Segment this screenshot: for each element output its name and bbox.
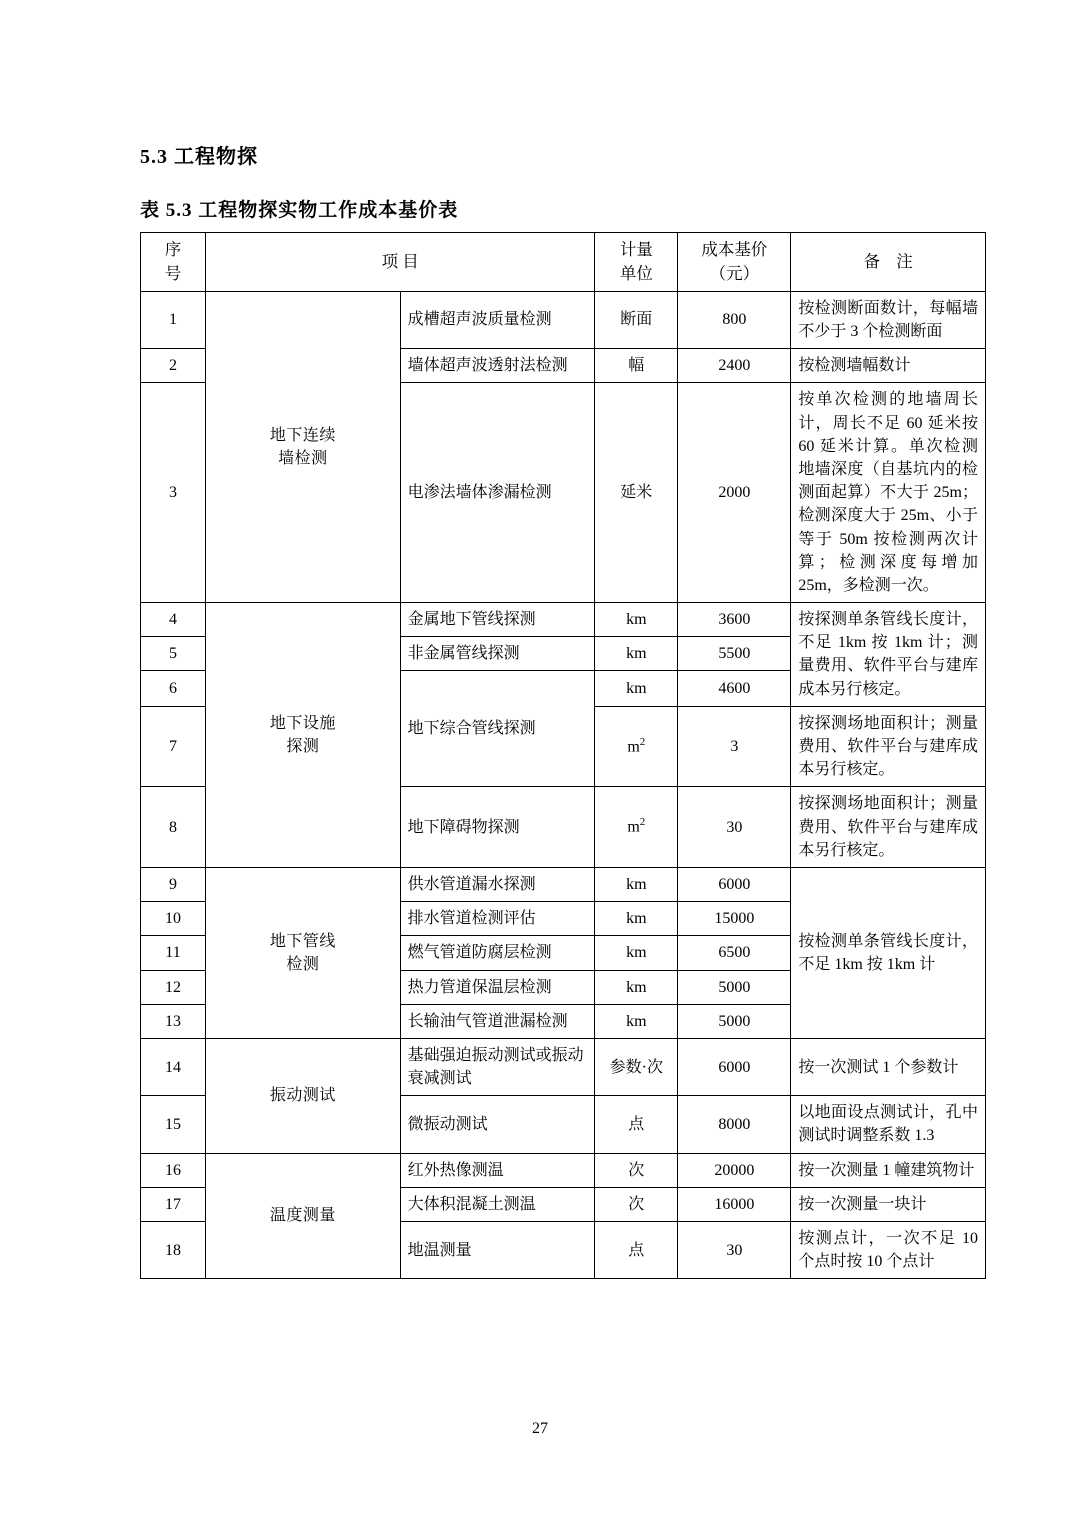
cell-note: 按单次检测的地墙周长计，周长不足 60 延米按 60 延米计算。单次检测地墙深度（自基坑内的检测面起算）不大于 25m；检测深度大于 25m、小于等于 50m 按检测两次计算；检测深度每增加 25m，多检测一次。	[791, 383, 986, 603]
cell-price: 30	[678, 1222, 791, 1279]
cell-unit: 断面	[595, 291, 678, 348]
header-seq-line1: 序	[164, 240, 182, 259]
group-label-line2: 探测	[286, 738, 320, 756]
cell-item: 墙体超声波透射法检测	[400, 349, 595, 383]
cell-seq: 4	[141, 603, 206, 637]
cell-seq: 7	[141, 706, 206, 787]
cell-unit: km	[595, 867, 678, 901]
cell-item: 大体积混凝土测温	[400, 1187, 595, 1221]
table-row	[141, 867, 986, 901]
cell-unit: km	[595, 637, 678, 671]
cell-price: 5000	[678, 970, 791, 1004]
cell-item: 非金属管线探测	[400, 637, 595, 671]
cost-basis-table	[140, 232, 986, 1279]
cell-seq: 12	[141, 970, 206, 1004]
cell-item: 金属地下管线探测	[400, 603, 595, 637]
section-heading: 5.3 工程物探	[140, 146, 258, 168]
header-seq-line2: 号	[164, 263, 182, 283]
group-label-line1: 地下连续	[269, 426, 336, 444]
cell-note: 按一次测试 1 个参数计	[791, 1038, 986, 1095]
header-item: 项 目	[206, 233, 595, 292]
cell-note: 按探测单条管线长度计，不足 1km 按 1km 计；测量费用、软件平台与建库成本另行核定。	[791, 603, 986, 707]
cell-unit: km	[595, 603, 678, 637]
group-label-line1: 温度测量	[269, 1207, 336, 1225]
cell-item: 地温测量	[400, 1222, 595, 1279]
cell-seq: 14	[141, 1038, 206, 1095]
cell-price: 2000	[678, 383, 791, 603]
cell-group	[206, 291, 401, 602]
cell-note: 按检测断面数计，每幅墙不少于 3 个检测断面	[791, 291, 986, 348]
cell-unit: 参数·次	[595, 1038, 678, 1095]
table-row	[141, 603, 986, 637]
cell-group	[206, 603, 401, 868]
header-price	[678, 233, 791, 292]
unit-exponent: 2	[639, 735, 646, 748]
header-note	[791, 233, 986, 292]
cell-item: 地下障碍物探测	[400, 787, 595, 868]
group-label-line2: 检测	[286, 955, 320, 973]
cell-unit: km	[595, 671, 678, 706]
cell-unit: $m^2$	[595, 706, 678, 787]
cell-unit: km	[595, 1004, 678, 1038]
header-seq	[141, 233, 206, 292]
table-row	[141, 291, 986, 348]
table-caption: 表 5.3 工程物探实物工作成本基价表	[140, 200, 459, 221]
cell-price: 3	[678, 706, 791, 787]
cell-price: 3600	[678, 603, 791, 637]
cell-note: 按一次测量 1 幢建筑物计	[791, 1153, 986, 1187]
cell-item: 基础强迫振动测试或振动衰减测试	[400, 1038, 595, 1095]
cell-item: 地下综合管线探测	[400, 671, 595, 787]
cell-item: 排水管道检测评估	[400, 902, 595, 936]
header-note-label: 备 注	[863, 251, 919, 271]
cell-item: 红外热像测温	[400, 1153, 595, 1187]
cell-unit: 点	[595, 1096, 678, 1153]
group-label-line1: 振动测试	[269, 1087, 336, 1105]
group-label-line1: 地下设施	[269, 714, 336, 732]
cell-seq: 11	[141, 936, 206, 970]
cell-unit: 延米	[595, 383, 678, 603]
cell-price: 5500	[678, 637, 791, 671]
cell-item: 成槽超声波质量检测	[400, 291, 595, 348]
cell-unit: $m^2$	[595, 787, 678, 868]
unit-exponent: 2	[639, 816, 646, 829]
cell-price: 30	[678, 787, 791, 868]
cell-unit: 幅	[595, 349, 678, 383]
table-row	[141, 1038, 986, 1095]
cell-item: 长输油气管道泄漏检测	[400, 1004, 595, 1038]
cell-group	[206, 1038, 401, 1153]
cell-group	[206, 867, 401, 1038]
header-unit	[595, 233, 678, 292]
cell-price: 5000	[678, 1004, 791, 1038]
cell-price: 6500	[678, 936, 791, 970]
group-label-line1: 地下管线	[269, 932, 336, 950]
cell-item: 微振动测试	[400, 1096, 595, 1153]
cell-item: 供水管道漏水探测	[400, 867, 595, 901]
table-row	[141, 1153, 986, 1187]
cell-unit: 点	[595, 1222, 678, 1279]
header-unit-line1: 计量	[619, 240, 653, 259]
cell-unit: 次	[595, 1187, 678, 1221]
page-number: 27	[532, 1420, 548, 1437]
cell-seq: 13	[141, 1004, 206, 1038]
cell-price: 8000	[678, 1096, 791, 1153]
cell-price: 15000	[678, 902, 791, 936]
cell-price: 16000	[678, 1187, 791, 1221]
cell-seq: 2	[141, 349, 206, 383]
header-unit-line2: 单位	[619, 263, 653, 283]
cell-seq: 8	[141, 787, 206, 868]
cell-seq: 10	[141, 902, 206, 936]
cell-seq: 9	[141, 867, 206, 901]
cell-seq: 3	[141, 383, 206, 603]
table-header-row	[141, 233, 986, 292]
cell-seq: 16	[141, 1153, 206, 1187]
cell-unit: km	[595, 970, 678, 1004]
cell-note: 按探测场地面积计；测量费用、软件平台与建库成本另行核定。	[791, 787, 986, 868]
cell-note: 按检测墙幅数计	[791, 349, 986, 383]
cell-item: 燃气管道防腐层检测	[400, 936, 595, 970]
cell-price: 4600	[678, 671, 791, 706]
cell-item: 热力管道保温层检测	[400, 970, 595, 1004]
cell-note: 按探测场地面积计；测量费用、软件平台与建库成本另行核定。	[791, 706, 986, 787]
cell-seq: 15	[141, 1096, 206, 1153]
cell-item: 电渗法墙体渗漏检测	[400, 383, 595, 603]
cell-price: 800	[678, 291, 791, 348]
cell-price: 6000	[678, 1038, 791, 1095]
cell-price: 2400	[678, 349, 791, 383]
cell-price: 6000	[678, 867, 791, 901]
cell-seq: 18	[141, 1222, 206, 1279]
cell-note: 按检测单条管线长度计，不足 1km 按 1km 计	[791, 867, 986, 1038]
cell-seq: 17	[141, 1187, 206, 1221]
cell-seq: 1	[141, 291, 206, 348]
cell-unit: 次	[595, 1153, 678, 1187]
cell-note: 按一次测量一块计	[791, 1187, 986, 1221]
cell-unit: km	[595, 936, 678, 970]
header-price-line1: 成本基价	[701, 240, 768, 259]
cell-group	[206, 1153, 401, 1279]
group-label-line2: 墙检测	[278, 449, 328, 467]
cell-seq: 6	[141, 671, 206, 706]
cell-note: 以地面设点测试计，孔中测试时调整系数 1.3	[791, 1096, 986, 1153]
cell-price: 20000	[678, 1153, 791, 1187]
cell-seq: 5	[141, 637, 206, 671]
cell-unit: km	[595, 902, 678, 936]
cell-note: 按测点计，一次不足 10 个点时按 10 个点计	[791, 1222, 986, 1279]
header-price-line2: （元）	[709, 263, 760, 283]
